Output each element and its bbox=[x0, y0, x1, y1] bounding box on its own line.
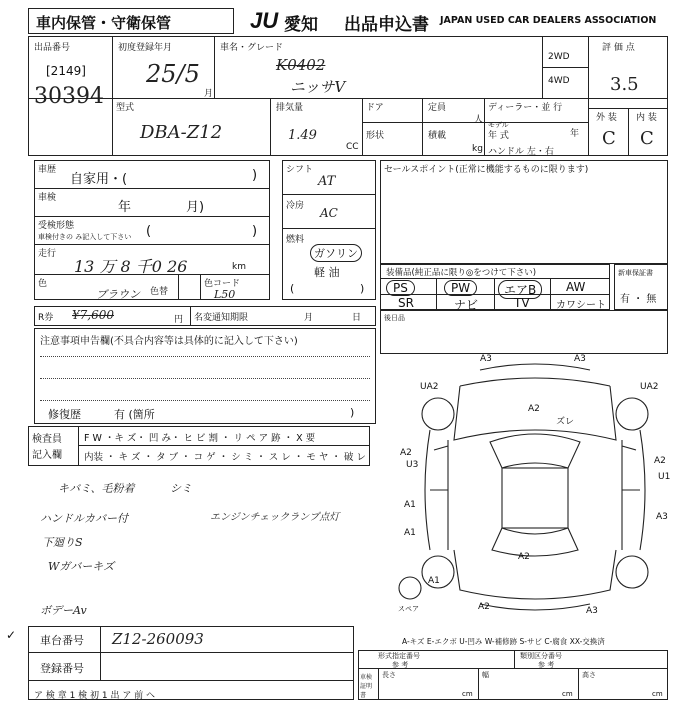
handnote-5: 下廻りS bbox=[42, 536, 83, 549]
ju-logo: JU bbox=[250, 8, 279, 33]
handle-label: ハンドル 左・右 bbox=[488, 147, 554, 157]
fuel-paren-open: ( bbox=[290, 282, 295, 295]
shift-label: シフト bbox=[286, 165, 314, 175]
sales-point-frame bbox=[380, 160, 668, 264]
sales-point-label: セールスポイント(正常に機能するものに限ります) bbox=[384, 165, 589, 175]
handnote-6: Wガバーキズ bbox=[48, 560, 115, 573]
recycle-label: R券 bbox=[38, 313, 54, 323]
handnote-3: ハンドルカバー付 bbox=[40, 512, 128, 525]
repair-label: 修復歴 bbox=[48, 408, 81, 421]
door-label: ドア bbox=[366, 103, 384, 113]
warranty-value: 有 ・ 無 bbox=[620, 294, 657, 305]
mark-a2-trunk: A2 bbox=[518, 552, 530, 562]
ac-label: 冷房 bbox=[286, 201, 305, 211]
height-label: 高さ bbox=[582, 671, 596, 679]
equip-pw: PW bbox=[444, 280, 477, 296]
load-unit: kg bbox=[472, 144, 483, 154]
width-unit: cm bbox=[562, 690, 573, 698]
drive-4wd: 4WD bbox=[548, 76, 570, 86]
shape-label: 形状 bbox=[366, 131, 385, 141]
association-name: JAPAN USED CAR DEALERS ASSOCIATION bbox=[440, 15, 657, 26]
repair-close: ) bbox=[350, 406, 355, 419]
capacity-label: 定員 bbox=[428, 103, 447, 113]
length-unit: cm bbox=[462, 690, 473, 698]
first-registration-label: 初度登録年月 bbox=[118, 43, 173, 53]
color-value: ブラウン bbox=[96, 288, 140, 301]
fuel-diesel: 軽 油 bbox=[314, 266, 340, 279]
receive-label: 受検形態 bbox=[38, 221, 75, 231]
width-label: 幅 bbox=[482, 671, 489, 679]
notes-label: 注意事項申告欄(不具合内容等は具体的に記入して下さい) bbox=[40, 336, 298, 347]
first-registration-value: 25/5 bbox=[146, 60, 200, 88]
type-label: 型式 bbox=[116, 103, 135, 113]
history-close: ) bbox=[252, 168, 258, 183]
inspection-year: 年 bbox=[118, 200, 132, 215]
model-year-unit: 年 bbox=[570, 129, 580, 139]
mark-u1-right: U1 bbox=[658, 472, 671, 482]
receive-paren: ( bbox=[146, 224, 152, 239]
lot-code: [2149] bbox=[46, 64, 86, 78]
mark-ua2-left: UA2 bbox=[420, 382, 439, 392]
displacement-value: 1.49 bbox=[288, 128, 317, 143]
mark-a2-roof: A2 bbox=[528, 404, 540, 414]
dealer-label: ディーラー・並 行 bbox=[488, 103, 563, 113]
receive-close: ) bbox=[252, 224, 258, 239]
registration-label: 登録番号 bbox=[40, 662, 84, 675]
handnote-2: シミ bbox=[170, 482, 192, 495]
inspection-label: 車検 bbox=[38, 193, 57, 203]
equip-tv: TV bbox=[514, 296, 530, 310]
color-label: 色 bbox=[38, 279, 48, 289]
tax-month: 月 bbox=[304, 313, 314, 323]
rear-items-frame bbox=[380, 310, 668, 354]
mileage-value: 13 万 8 千0 26 bbox=[74, 257, 188, 276]
history-label: 車歴 bbox=[38, 165, 57, 175]
model-year-label: モデル bbox=[488, 121, 509, 129]
spec-ref: 参 考 bbox=[392, 661, 409, 669]
exterior-label: 外 装 bbox=[596, 113, 617, 123]
category-number-label: 類別区分番号 bbox=[520, 652, 562, 660]
repair-value: 有 (箇所 bbox=[114, 408, 155, 421]
drive-2wd: 2WD bbox=[548, 52, 570, 62]
mark-a1-left-rear: A1 bbox=[404, 528, 416, 538]
lot-number-label: 出品番号 bbox=[34, 43, 71, 53]
color-change-label: 色替 bbox=[150, 287, 169, 297]
inspection-month: 月) bbox=[186, 200, 205, 215]
equip-leather-seat: カワシート bbox=[556, 300, 606, 311]
mark-a1-left: A1 bbox=[404, 500, 416, 510]
ac-value: AC bbox=[320, 206, 338, 220]
mark-a2-left: A2 bbox=[400, 448, 412, 458]
mark-a2-rear: A2 bbox=[478, 602, 490, 612]
damage-legend: A-キズ E-エクボ U-凹み W-補修跡 S-サビ C-腐食 XX-交換済 bbox=[402, 637, 605, 646]
rear-items-label: 後日品 bbox=[384, 314, 405, 322]
displacement-label: 排気量 bbox=[276, 103, 304, 113]
storage-title: 車内保管・守衛保管 bbox=[36, 14, 172, 32]
certificate-label: 車検証明書 bbox=[360, 674, 373, 699]
mark-a3-rear: A3 bbox=[586, 606, 598, 616]
handnote-7: ボデーAv bbox=[40, 604, 87, 617]
recycle-unit: 円 bbox=[174, 315, 184, 325]
chassis-check: ✓ bbox=[6, 628, 17, 642]
footer-row: ア 検 章 1 検 初 1 出 ア 前 ヘ bbox=[34, 691, 156, 701]
equip-airbag: エアB bbox=[498, 280, 542, 299]
chassis-number: Z12-260093 bbox=[112, 630, 204, 648]
height-unit: cm bbox=[652, 690, 663, 698]
history-value: 自家用・( bbox=[70, 172, 128, 187]
mark-a3-front: A3 bbox=[480, 354, 492, 364]
mark-u3-left: U3 bbox=[406, 460, 419, 470]
equip-ps: PS bbox=[386, 280, 415, 296]
rating-label: 評 価 点 bbox=[602, 43, 635, 53]
fuel-paren-close: ) bbox=[360, 282, 365, 295]
color-code-value: L50 bbox=[214, 288, 236, 301]
handnote-4: エンジンチェックランプ点灯 bbox=[210, 512, 340, 523]
tax-label: 名変通知期限 bbox=[194, 313, 249, 323]
spec-number-label: 形式指定番号 bbox=[378, 652, 420, 660]
mark-a3-right: A3 bbox=[656, 512, 668, 522]
interior-grade: C bbox=[640, 128, 654, 149]
chassis-label: 車台番号 bbox=[40, 634, 84, 647]
capacity-unit: 人 bbox=[474, 115, 484, 125]
brand-name: 愛知 bbox=[284, 15, 318, 35]
category-ref: 参 考 bbox=[538, 661, 555, 669]
tax-day: 日 bbox=[352, 313, 362, 323]
mileage-unit: km bbox=[232, 262, 246, 272]
type-value: DBA-Z12 bbox=[140, 122, 223, 143]
fuel-gasoline: ガソリン bbox=[310, 244, 362, 262]
mark-zure: ズレ bbox=[556, 417, 575, 427]
mark-a1-left-low: A1 bbox=[428, 576, 440, 586]
shift-value: AT bbox=[318, 174, 336, 189]
length-label: 長さ bbox=[382, 671, 396, 679]
interior-label: 内 装 bbox=[636, 113, 657, 123]
equip-navi: ナビ bbox=[454, 298, 479, 312]
model-grade-label: 車名・グレード bbox=[220, 43, 284, 53]
equip-aw: AW bbox=[566, 280, 586, 294]
rating-value: 3.5 bbox=[610, 74, 639, 95]
equipment-label: 装備品(純正品に限り◎をつけて下さい) bbox=[386, 268, 537, 278]
displacement-unit: CC bbox=[346, 142, 359, 152]
warranty-label: 新車保証書 bbox=[618, 269, 653, 277]
model-name-value: ニッサV bbox=[290, 78, 346, 96]
mark-ua2-right: UA2 bbox=[640, 382, 659, 392]
form-title: 出品申込書 bbox=[344, 15, 429, 35]
model-struck-text: K0402 bbox=[276, 56, 326, 74]
spare-label: スペア bbox=[398, 605, 419, 613]
receive-note: 車検付きの み記入して下さい bbox=[38, 233, 132, 241]
inspector-label: 検査員 bbox=[32, 434, 62, 445]
inspector-entry-label: 記入欄 bbox=[32, 450, 62, 461]
equip-sr: SR bbox=[398, 296, 414, 310]
mark-a3-front-right: A3 bbox=[574, 354, 586, 364]
handnote-1: キバミ、毛粉着 bbox=[58, 482, 135, 495]
fuel-label: 燃料 bbox=[286, 235, 305, 245]
color-code-label: 色コード bbox=[204, 279, 241, 289]
exterior-grade: C bbox=[602, 128, 616, 149]
load-label: 積載 bbox=[428, 131, 447, 141]
model-year-sub: 年 式 bbox=[488, 131, 509, 141]
inspector-row1: F W ・キ ズ・ 凹 み・ ヒ ビ 割 ・ リ ペ ア 跡 ・ X 要 bbox=[84, 433, 316, 444]
mileage-label: 走行 bbox=[38, 249, 57, 259]
inspector-row2: 内装 ・ キ ズ ・ タ ブ ・ コ ゲ ・ シ ミ ・ ス レ ・ モ ヤ ・ 破 レ bbox=[84, 452, 366, 463]
recycle-value: ¥7,600 bbox=[72, 308, 114, 322]
mark-a2-right: A2 bbox=[654, 456, 666, 466]
lot-number: 30394 bbox=[34, 84, 104, 109]
month-unit: 月 bbox=[204, 89, 214, 99]
car-damage-diagram bbox=[390, 350, 680, 630]
